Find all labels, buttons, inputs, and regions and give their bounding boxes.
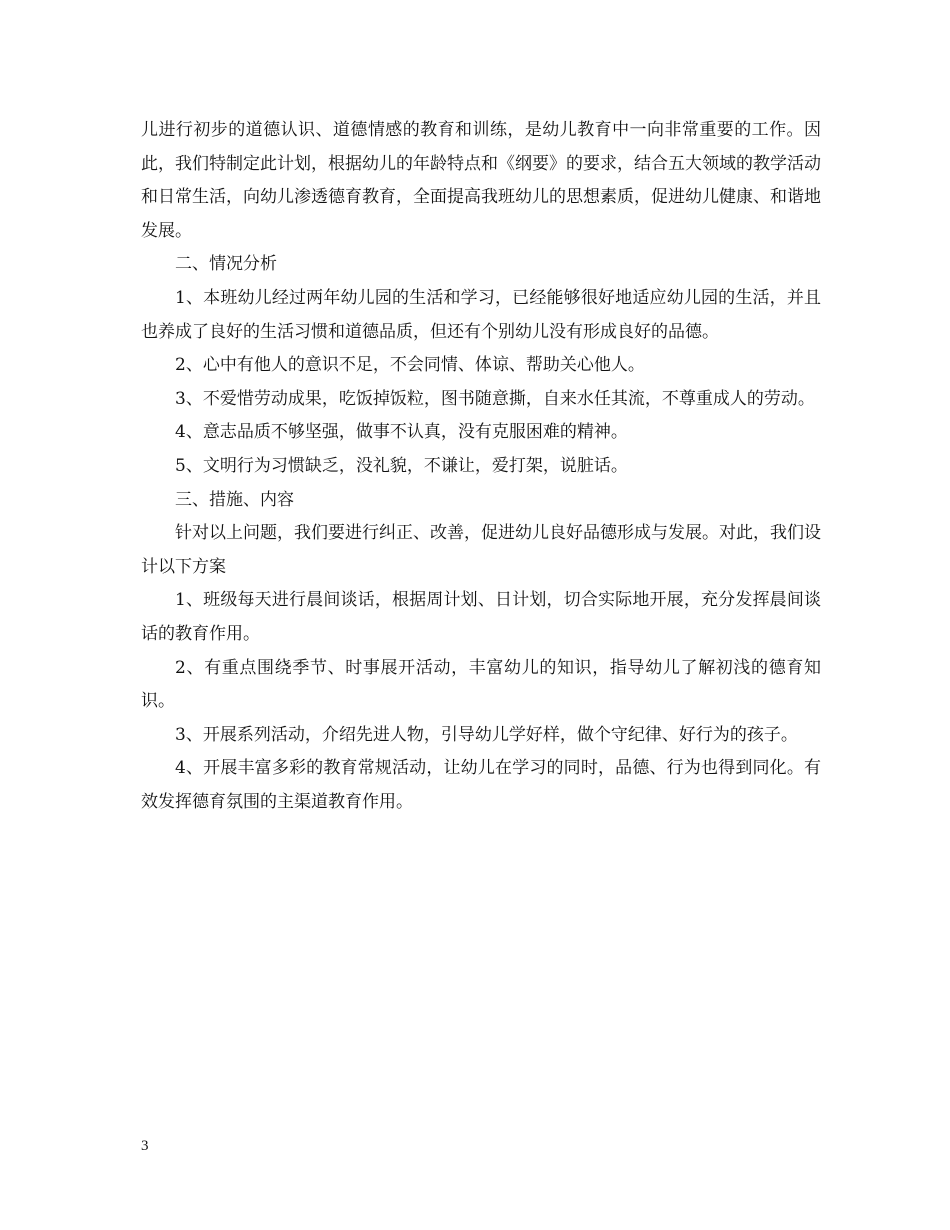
- analysis-item-5: 5、文明行为习惯缺乏，没礼貌，不谦让，爱打架，说脏话。: [175, 455, 628, 476]
- analysis-item-3: 3、不爱惜劳动成果，吃饭掉饭粒，图书随意撕，自来水任其流，不尊重成人的劳动。: [175, 388, 815, 409]
- measures-intro: 针对以上问题，我们要进行纠正、改善，促进幼儿良好品德形成与发展。对此，我们设计以下方案: [141, 523, 821, 577]
- measure-item-3: 3、开展系列活动，介绍先进人物，引导幼儿学好样，做个守纪律、好行为的孩子。: [175, 724, 798, 745]
- analysis-item-4: 4、意志品质不够坚强，做事不认真，没有克服困难的精神。: [175, 422, 628, 443]
- measure-item-2: 2、有重点围绕季节、时事展开活动，丰富幼儿的知识，指导幼儿了解初浅的德育知识。: [141, 657, 821, 712]
- measure-item-1: 1、班级每天进行晨间谈话，根据周计划、日计划，切合实际地开展，充分发挥晨间谈话的教育作用。: [141, 590, 821, 644]
- section-heading-situation-analysis: 二、情况分析: [175, 254, 277, 275]
- measure-item-4: 4、开展丰富多彩的教育常规活动，让幼儿在学习的同时，品德、行为也得到同化。有效发挥德育氛围的主渠道教育作用。: [141, 758, 821, 812]
- section-heading-measures: 三、措施、内容: [175, 489, 294, 510]
- body-text: [141, 114, 821, 819]
- page-number: 3: [141, 1138, 149, 1154]
- analysis-item-1: 1、本班幼儿经过两年幼儿园的生活和学习，已经能够很好地适应幼儿园的生活，并且也养成了良好的生活习惯和道德品质，但还有个别幼儿没有形成良好的品德。: [141, 287, 821, 342]
- analysis-item-2: 2、心中有他人的意识不足，不会同情、体谅、帮助关心他人。: [175, 355, 645, 376]
- paragraph-intro-continued: 儿进行初步的道德认识、道德情感的教育和训练，是幼儿教育中一向非常重要的工作。因此，我们特制定此计划，根据幼儿的年龄特点和《纲要》的要求，结合五大领域的教学活动和日常生活，向幼儿渗透德育教育，全面提高我班幼儿的思想素质，促进幼儿健康、和谐地发展。: [141, 120, 821, 241]
